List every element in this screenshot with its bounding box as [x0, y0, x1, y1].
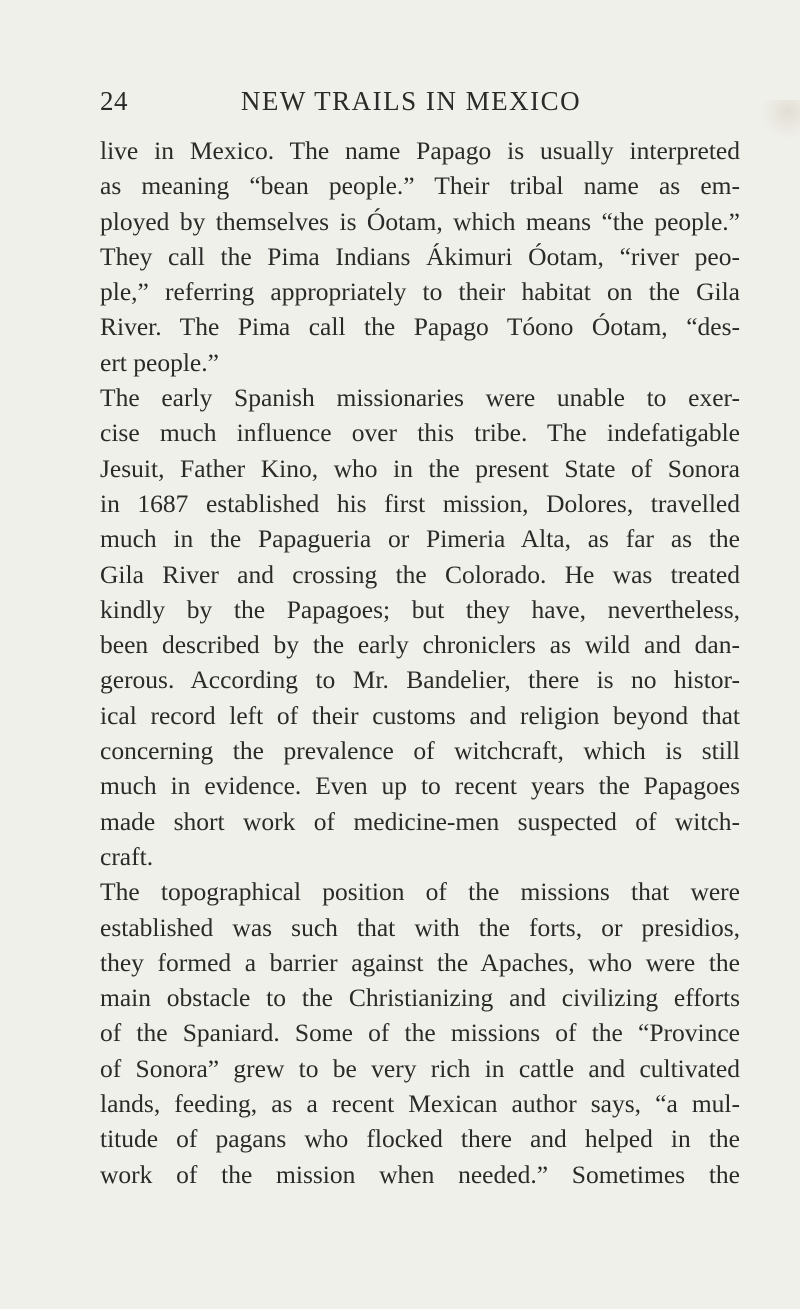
text-line: live in Mexico. The name Papago is usually interpreted: [100, 136, 740, 165]
text-line: much in the Papagueria or Pimeria Alta, as far as the: [100, 524, 740, 554]
body-text: [100, 133, 740, 1192]
text-line: of the Spaniard. Some of the missions of the “Province: [100, 1018, 740, 1048]
text-line: craft.: [100, 841, 154, 871]
text-line: ert people.”: [100, 347, 219, 377]
text-line: made short work of medicine-men suspected of witch-: [100, 806, 740, 836]
text-line: as meaning “bean people.” Their tribal name as em-: [100, 171, 740, 201]
text-line: ployed by themselves is Óotam, which means “the people.”: [100, 206, 740, 236]
text-line: cise much influence over this tribe. The indefatigable: [100, 418, 740, 448]
text-line: concerning the prevalence of witchcraft, which is still: [100, 736, 740, 766]
text-line: ple,” referring appropriately to their habitat on the Gila: [100, 277, 740, 307]
text-line: titude of pagans who flocked there and helped in the: [100, 1124, 740, 1154]
text-line: The topographical position of the missions that were: [100, 877, 740, 907]
text-line: they formed a barrier against the Apaches, who were the: [100, 947, 740, 977]
paragraph: [100, 874, 740, 1192]
text-line: established was such that with the forts, or presidios,: [100, 912, 740, 942]
text-line: They call the Pima Indians Ákimuri Óotam, “river peo-: [100, 241, 740, 271]
text-line: been described by the early chroniclers as wild and dan-: [100, 630, 740, 660]
text-line: work of the mission when needed.” Sometimes the: [100, 1159, 740, 1189]
text-line: much in evidence. Even up to recent years the Papagoes: [100, 771, 740, 801]
text-line: River. The Pima call the Papago Tóono Óotam, “des-: [100, 312, 740, 342]
text-line: in 1687 established his first mission, Dolores, travelled: [100, 488, 740, 518]
text-line: main obstacle to the Christianizing and civilizing efforts: [100, 983, 740, 1013]
page-number: 24: [100, 86, 128, 116]
text-line: of Sonora” grew to be very rich in cattle and cultivated: [100, 1053, 740, 1083]
text-line: ical record left of their customs and religion beyond that: [100, 700, 740, 730]
paragraph: [100, 380, 740, 874]
running-title: NEW TRAILS IN MEXICO: [240, 86, 582, 116]
text-line: gerous. According to Mr. Bandelier, there is no histor-: [100, 665, 740, 695]
text-line: The early Spanish missionaries were unable to exer-: [100, 383, 740, 413]
text-line: kindly by the Papagoes; but they have, nevertheless,: [100, 594, 740, 624]
text-line: Gila River and crossing the Colorado. He was treated: [100, 559, 740, 589]
text-line: Jesuit, Father Kino, who in the present State of Sonora: [100, 453, 740, 483]
page-header: [0, 86, 800, 120]
paragraph: [100, 133, 740, 380]
text-line: lands, feeding, as a recent Mexican author says, “a mul-: [100, 1089, 740, 1119]
